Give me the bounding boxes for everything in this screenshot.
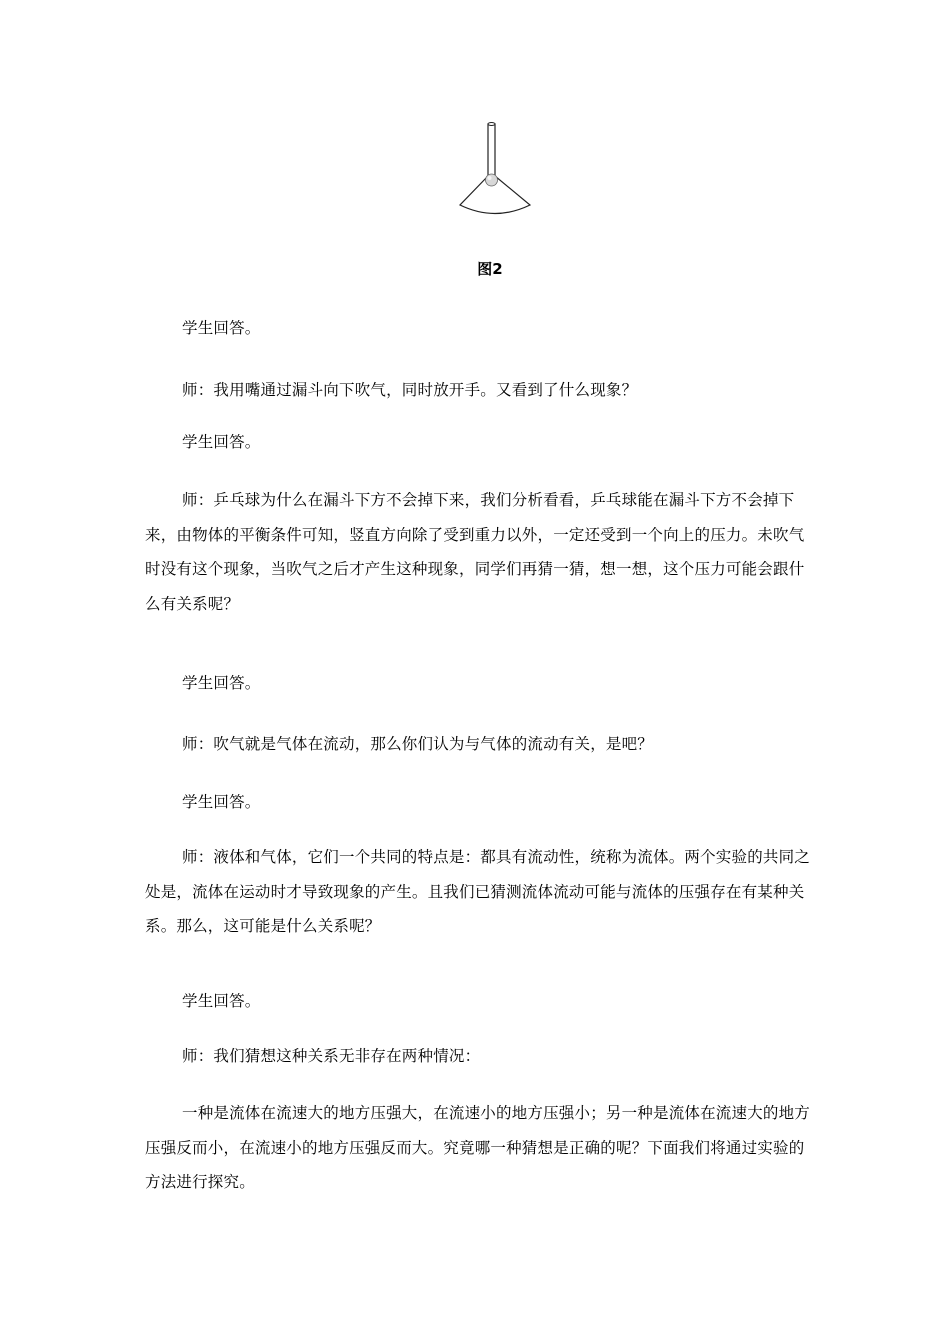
paragraph: 师：我用嘴通过漏斗向下吹气，同时放开手。又看到了什么现象？ bbox=[182, 381, 638, 399]
paragraph: 学生回答。 bbox=[182, 674, 261, 692]
paragraph: 学生回答。 bbox=[182, 319, 261, 337]
paragraph: 学生回答。 bbox=[182, 793, 261, 811]
paragraph: 学生回答。 bbox=[182, 433, 261, 451]
paragraph: 学生回答。 bbox=[182, 992, 261, 1010]
paragraph: 师：乒乓球为什么在漏斗下方不会掉下来，我们分析看看，乒乓球能在漏斗下方不会掉下来，由物体的平衡条件可知，竖直方向除了受到重力以外，一定还受到一个向上的压力。未吹气时没有这个现象，当吹气之后才产生这种现象，同学们再猜一猜，想一想，这个压力可能会跟什么有关系呢？ bbox=[145, 491, 805, 613]
paragraph: 一种是流体在流速大的地方压强大，在流速小的地方压强小；另一种是流体在流速大的地方压强反而小，在流速小的地方压强反而大。究竟哪一种猜想是正确的呢？下面我们将通过实验的方法进行探究。 bbox=[145, 1104, 811, 1191]
paragraph: 师：我们猜想这种关系无非存在两种情况： bbox=[182, 1047, 481, 1065]
paragraph: 师：液体和气体，它们一个共同的特点是：都具有流动性，统称为流体。两个实验的共同之处是，流体在运动时才导致现象的产生。且我们已猜测流体流动可能与流体的压强存在有某种关系。那么，这可能是什么关系呢？ bbox=[145, 848, 811, 935]
funnel-with-ball-icon bbox=[455, 120, 535, 220]
figure-caption: 图2 bbox=[477, 260, 503, 278]
paragraph: 师：吹气就是气体在流动，那么你们认为与气体的流动有关，是吧？ bbox=[182, 735, 654, 753]
